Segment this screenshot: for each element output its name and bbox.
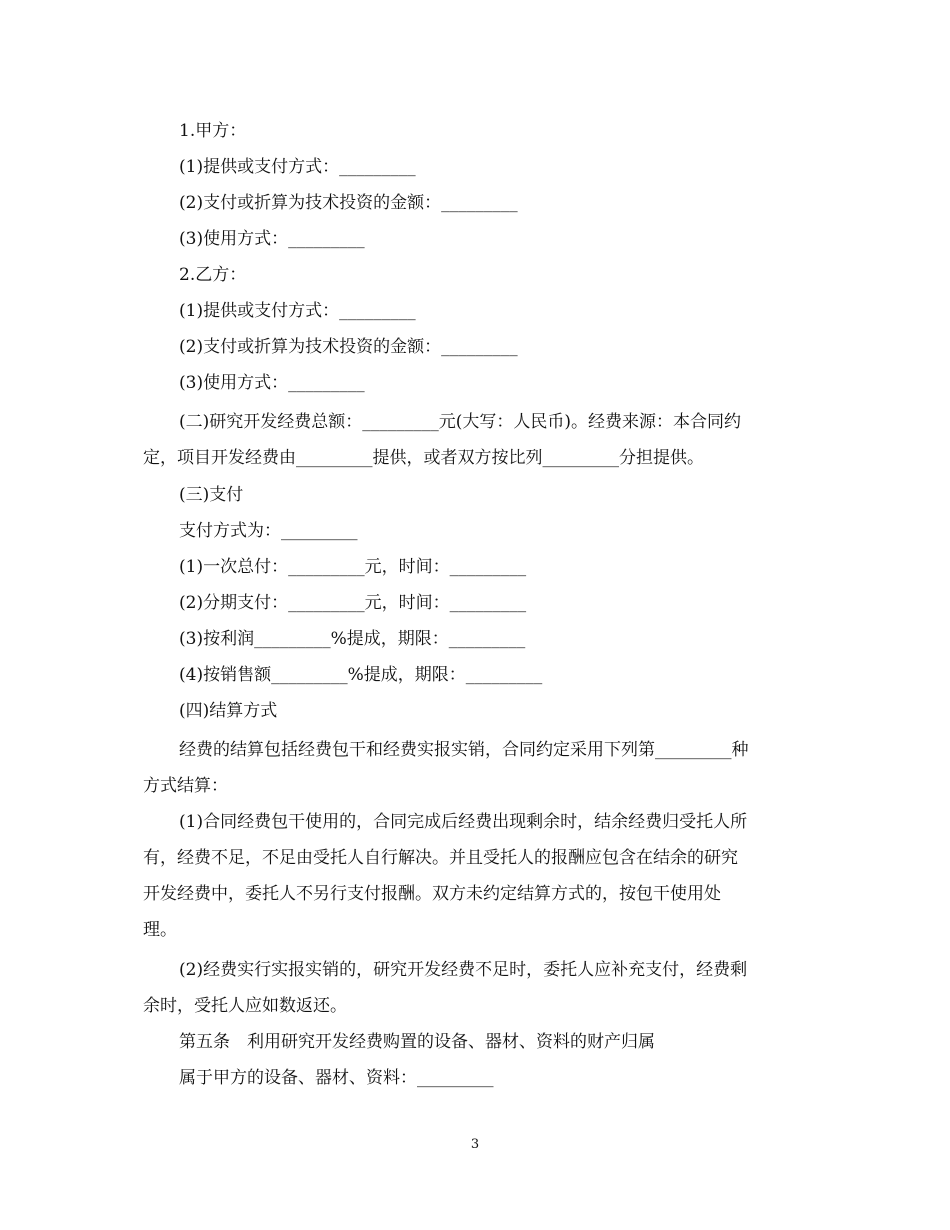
text-line: 方式结算： (143, 776, 228, 796)
article-heading: 第五条 利用研究开发经费购置的设备、器材、资料的财产归属 (179, 1032, 655, 1052)
text-line: 理。 (143, 920, 177, 940)
text-line: (3)按利润_________%提成，期限：_________ (179, 629, 526, 649)
text-line: 经费的结算包括经费包干和经费实报实销，合同约定采用下列第_________种 (179, 740, 749, 760)
text-line: (2)分期支付：_________元，时间：_________ (179, 593, 527, 613)
text-line: (3)使用方式：_________ (179, 373, 365, 393)
text-line: 属于甲方的设备、器材、资料：_________ (179, 1068, 494, 1088)
text-line: 2.乙方： (179, 265, 247, 285)
text-line: (1)一次总付：_________元，时间：_________ (179, 557, 527, 577)
text-line: 有，经费不足，不足由受托人自行解决。并且受托人的报酬应包含在结余的研究 (143, 848, 738, 868)
text-line: 定，项目开发经费由_________提供，或者双方按比列_________分担提供。 (143, 448, 704, 468)
text-line: 1.甲方： (179, 121, 247, 141)
text-line: (1)合同经费包干使用的，合同完成后经费出现剩余时，结余经费归受托人所 (179, 812, 748, 832)
text-line: (4)按销售额_________%提成，期限：_________ (179, 665, 543, 685)
text-line: (2)支付或折算为技术投资的金额：_________ (179, 193, 518, 213)
section-heading: (四)结算方式 (179, 701, 278, 721)
text-line: (二)研究开发经费总额：_________元(大写：人民币)。经费来源：本合同约 (179, 412, 742, 432)
text-line: 开发经费中，委托人不另行支付报酬。双方未约定结算方式的，按包干使用处 (143, 884, 721, 904)
text-line: (1)提供或支付方式：_________ (179, 157, 416, 177)
text-line: (2)支付或折算为技术投资的金额：_________ (179, 337, 518, 357)
text-line: (2)经费实行实报实销的，研究开发经费不足时，委托人应补充支付，经费剩 (179, 960, 748, 980)
page-number: 3 (470, 1137, 480, 1152)
text-line: 余时，受托人应如数返还。 (143, 996, 347, 1016)
text-line: (1)提供或支付方式：_________ (179, 301, 416, 321)
text-line: (3)使用方式：_________ (179, 229, 365, 249)
section-heading: (三)支付 (179, 485, 244, 505)
text-line: 支付方式为：_________ (179, 521, 358, 541)
